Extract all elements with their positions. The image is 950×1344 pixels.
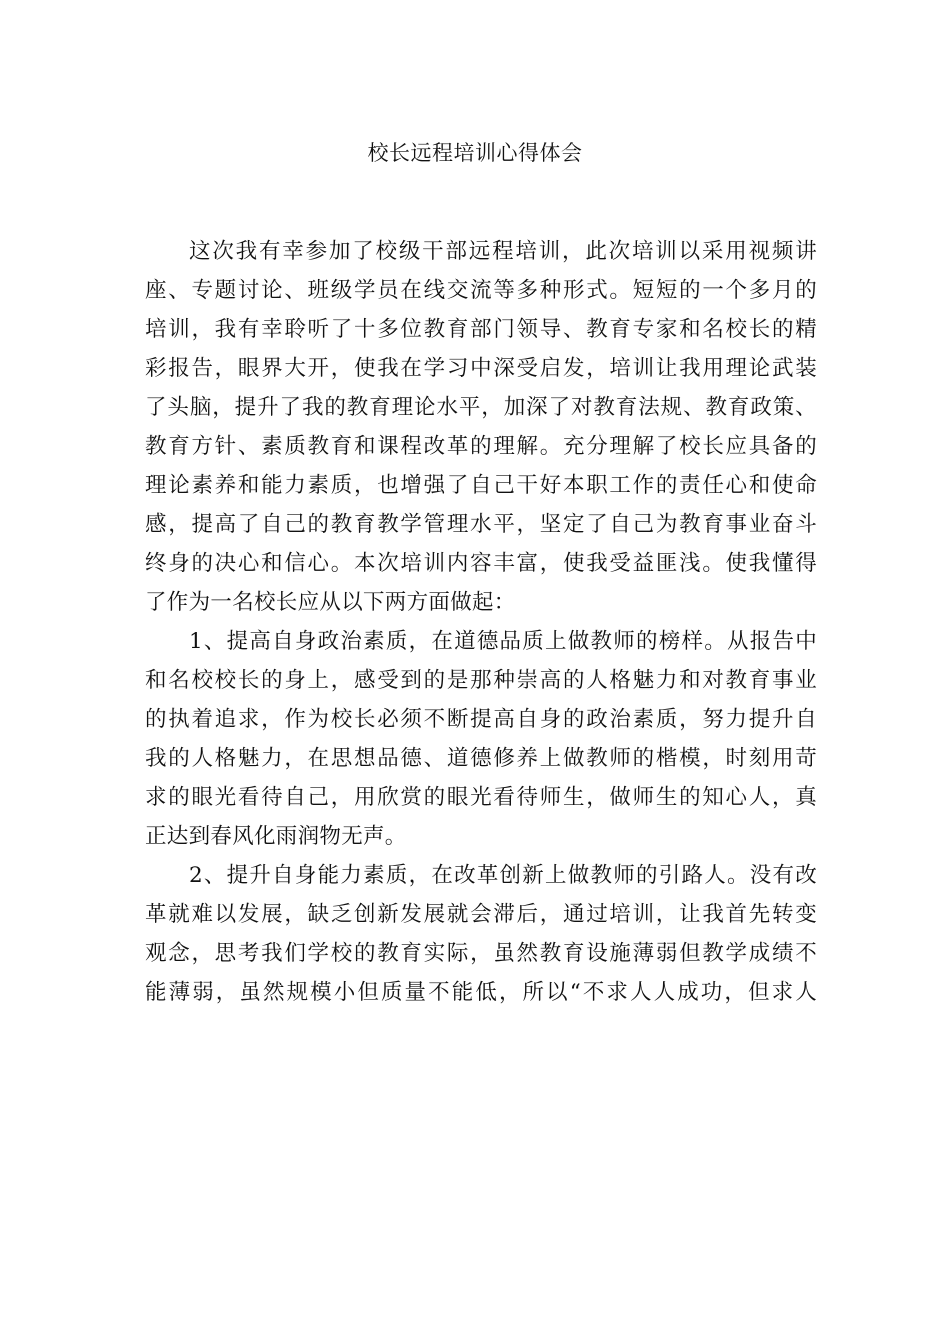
paragraph-intro <box>145 232 817 622</box>
text-line: 正达到春风化雨润物无声。 <box>145 824 407 849</box>
text-line: 观念，思考我们学校的教育实际，虽然教育设施薄弱但教学成绩不 <box>145 941 817 966</box>
text-line: 彩报告，眼界大开，使我在学习中深受启发，培训让我用理论武装 <box>145 356 817 381</box>
text-line: 教育方针、素质教育和课程改革的理解。充分理解了校长应具备的 <box>145 434 817 459</box>
text-line: 2、提升自身能力素质，在改革创新上做教师的引路人。没有改 <box>189 863 817 888</box>
text-line: 1、提高自身政治素质，在道德品质上做教师的榜样。从报告中 <box>189 629 817 654</box>
paragraph-point-1 <box>145 622 817 856</box>
text-line: 理论素养和能力素质，也增强了自己干好本职工作的责任心和使命 <box>145 473 817 498</box>
text-line: 求的眼光看待自己，用欣赏的眼光看待师生，做师生的知心人，真 <box>145 785 817 810</box>
text-line: 感，提高了自己的教育教学管理水平，坚定了自己为教育事业奋斗 <box>145 512 817 537</box>
text-line: 和名校校长的身上，感受到的是那种崇高的人格魅力和对教育事业 <box>145 668 817 693</box>
text-line: 了头脑，提升了我的教育理论水平，加深了对教育法规、教育政策、 <box>145 395 817 420</box>
paragraph-point-2 <box>145 856 817 1012</box>
text-line: 革就难以发展，缺乏创新发展就会滞后，通过培训，让我首先转变 <box>145 902 817 927</box>
text-line: 的执着追求，作为校长必须不断提高自身的政治素质，努力提升自 <box>145 707 817 732</box>
text-line: 终身的决心和信心。本次培训内容丰富，使我受益匪浅。使我懂得 <box>145 551 817 576</box>
document-title: 校长远程培训心得体会 <box>367 141 583 165</box>
document-body <box>145 232 817 1012</box>
text-line: 了作为一名校长应从以下两方面做起： <box>145 590 516 615</box>
text-line: 能薄弱，虽然规模小但质量不能低，所以“不求人人成功，但求人 <box>145 980 817 1005</box>
text-line: 座、专题讨论、班级学员在线交流等多种形式。短短的一个多月的 <box>145 278 817 303</box>
text-line: 培训，我有幸聆听了十多位教育部门领导、教育专家和名校长的精 <box>145 317 817 342</box>
text-line: 我的人格魅力，在思想品德、道德修养上做教师的楷模，时刻用苛 <box>145 746 817 771</box>
text-line: 这次我有幸参加了校级干部远程培训，此次培训以采用视频讲 <box>189 239 817 264</box>
